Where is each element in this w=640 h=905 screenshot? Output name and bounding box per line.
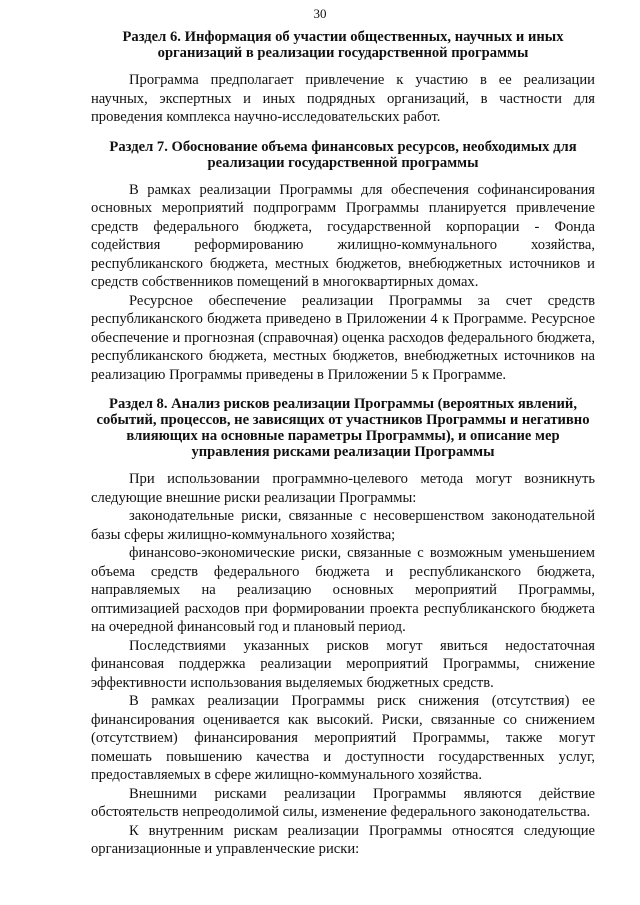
- section-8-paragraph-4: Последствиями указанных рисков могут явиться недостаточная финансовая поддержка реализации мероприятий Программы, снижение эффективности использования выделяемых бюджетных средств.: [91, 637, 595, 691]
- section-8-paragraph-5: В рамках реализации Программы риск снижения (отсутствия) ее финансирования оценивается как высокий. Риски, связанные со снижением (отсутствием) финансирования мероприятий Программы, также могут помешать повышению качества и доступности государственных услуг, предоставляемых в сфере жилищно-коммунального хозяйства.: [91, 693, 595, 783]
- section-7-paragraph-1: В рамках реализации Программы для обеспечения софинансирования основных мероприятий подпрограмм Программы планируется привлечение средств федерального бюджета, государственной корпорации - Фонда содействия реформированию жилищно-коммунального хозяйства, республиканского бюджета, местных бюджетов, внебюджетных источников и средств собственников помещений в многоквартирных домах.: [91, 181, 595, 290]
- section-8-paragraph-2: законодательные риски, связанные с несовершенством законодательной базы сферы жилищно-коммунального хозяйства;: [91, 508, 595, 543]
- section-7-title: Раздел 7. Обоснование объема финансовых ресурсов, необходимых для реализации государственной программы: [109, 138, 577, 171]
- page-number: 30: [313, 6, 327, 21]
- section-8-paragraph-3: финансово-экономические риски, связанные с возможным уменьшением объема средств федерального бюджета и республиканского бюджета, направляемых на реализацию основных мероприятий Программы, оптимизацией расходов при формировании проекта республиканского бюджета на очередной финансовый год и плановый период.: [91, 545, 595, 635]
- section-8: [91, 396, 595, 859]
- section-6-paragraph-1: Программа предполагает привлечение к участию в ее реализации научных, экспертных и иных подрядных организаций, в частности для проведения комплекса научно-исследовательских работ.: [91, 72, 595, 125]
- section-8-paragraph-1: При использовании программно-целевого метода могут возникнуть следующие внешние риски реализации Программы:: [91, 471, 595, 506]
- section-7-paragraph-2: Ресурсное обеспечение реализации Программы за счет средств республиканского бюджета приведено в Приложении 4 к Программе. Ресурсное обеспечение и прогнозная (справочная) оценка расходов федерального бюджета, республиканского бюджета, местных бюджетов, внебюджетных источников на реализацию Программы приведены в Приложении 5 к Программе.: [91, 292, 595, 383]
- document-body: [91, 29, 595, 859]
- section-6-title: Раздел 6. Информация об участии общественных, научных и иных организаций в реализации государственной программы: [122, 29, 564, 61]
- section-7: [91, 139, 595, 385]
- section-8-paragraph-6: Внешними рисками реализации Программы являются действие обстоятельств непреодолимой силы, изменение федерального законодательства.: [91, 785, 595, 820]
- section-8-paragraph-7: К внутренним рискам реализации Программы относятся следующие организационные и управленческие риски:: [91, 822, 595, 857]
- section-6: [91, 29, 595, 127]
- section-8-title: Раздел 8. Анализ рисков реализации Программы (вероятных явлений, событий, процессов, не зависящих от участников Программы и негативно влияющих на основные параметры Программы), и описание мер управления рисками реализации Программы: [96, 396, 590, 460]
